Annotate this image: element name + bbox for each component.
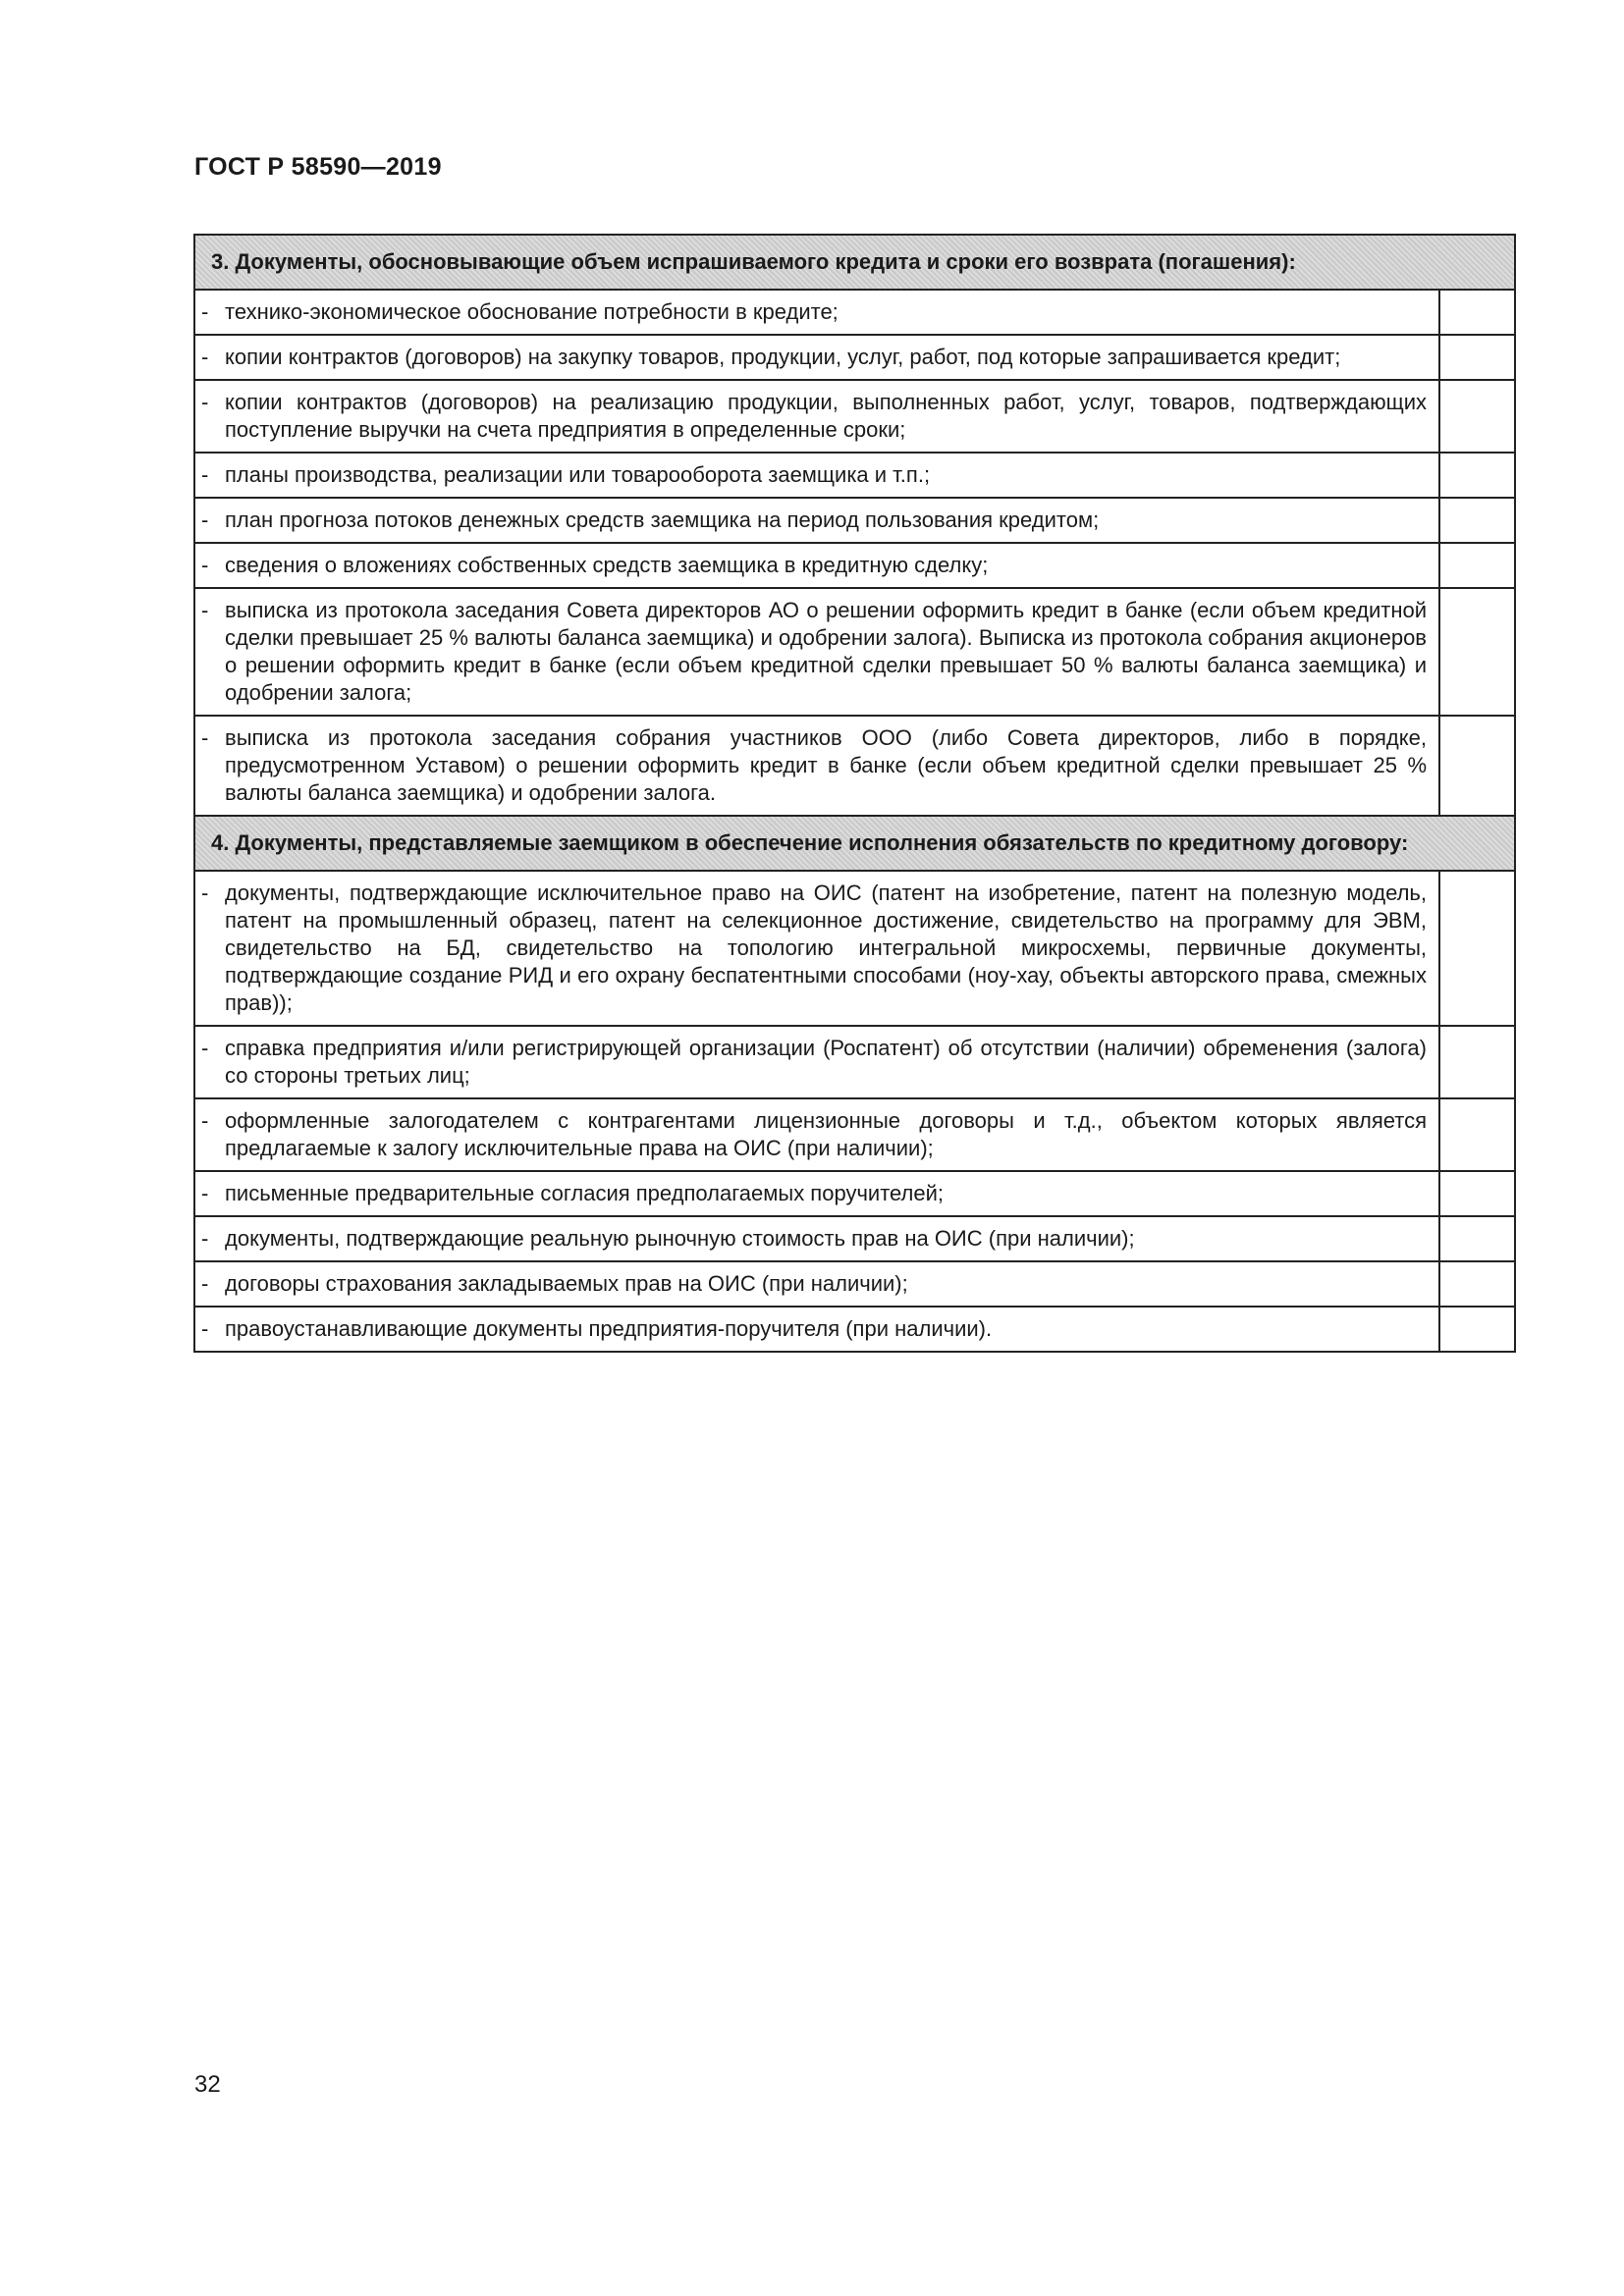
checklist-mark-cell[interactable] (1439, 380, 1515, 453)
checklist-item-text: оформленные залогодателем с контрагентами лицензионные договоры и т.д., объектом которых является предлагаемые к залогу исключительные права на ОИС (при наличии); (225, 1108, 1427, 1160)
checklist-item-text: план прогноза потоков денежных средств заемщика на период пользования кредитом; (225, 507, 1100, 532)
checklist-mark-cell[interactable] (1439, 335, 1515, 380)
checklist-row (194, 1261, 1515, 1307)
checklist-item (194, 716, 1439, 816)
checklist-mark-cell[interactable] (1439, 543, 1515, 588)
checklist-item (194, 380, 1439, 453)
checklist-item-text: договоры страхования закладываемых прав на ОИС (при наличии); (225, 1271, 908, 1296)
checklist-row (194, 380, 1515, 453)
checklist-mark-cell[interactable] (1439, 588, 1515, 716)
checklist-item-text: сведения о вложениях собственных средств заемщика в кредитную сделку; (225, 553, 989, 577)
list-dash-marker: - (201, 1271, 209, 1296)
checklist-row (194, 453, 1515, 498)
checklist-item-text: планы производства, реализации или товарооборота заемщика и т.п.; (225, 462, 931, 487)
list-dash-marker: - (201, 1316, 209, 1341)
section-header-row (194, 816, 1515, 871)
section-title: 4. Документы, представляемые заемщиком в обеспечение исполнения обязательств по кредитному договору: (194, 816, 1515, 871)
checklist-item (194, 1216, 1439, 1261)
checklist-mark-cell[interactable] (1439, 1026, 1515, 1098)
list-dash-marker: - (201, 1181, 209, 1205)
checklist-body (194, 235, 1515, 1352)
checklist-item (194, 290, 1439, 335)
checklist-item-text: правоустанавливающие документы предприятия-поручителя (при наличии). (225, 1316, 993, 1341)
checklist-mark-cell[interactable] (1439, 453, 1515, 498)
document-code: ГОСТ Р 58590—2019 (194, 153, 442, 181)
list-dash-marker: - (201, 598, 209, 622)
checklist-item (194, 588, 1439, 716)
checklist-item (194, 871, 1439, 1026)
checklist-item-text: выписка из протокола заседания собрания участников ООО (либо Совета директоров, либо в порядке, предусмотренном Уставом) о решении оформить кредит в банке (если объем кредитной сделки превышает 25 % валюты баланса заемщика) и одобрении залога. (225, 725, 1427, 805)
checklist-item (194, 498, 1439, 543)
checklist-item-text: справка предприятия и/или регистрирующей организации (Роспатент) об отсутствии (наличии) обременения (залога) со стороны третьих лиц; (225, 1036, 1427, 1088)
list-dash-marker: - (201, 881, 209, 905)
list-dash-marker: - (201, 553, 209, 577)
checklist-item (194, 1171, 1439, 1216)
checklist-row (194, 1171, 1515, 1216)
checklist-row (194, 871, 1515, 1026)
checklist-item (194, 543, 1439, 588)
checklist-mark-cell[interactable] (1439, 1098, 1515, 1171)
checklist-row (194, 1307, 1515, 1352)
checklist-item (194, 1026, 1439, 1098)
checklist-mark-cell[interactable] (1439, 1216, 1515, 1261)
checklist-item-text: документы, подтверждающие реальную рыночную стоимость прав на ОИС (при наличии); (225, 1226, 1135, 1251)
checklist-item-text: письменные предварительные согласия предполагаемых поручителей; (225, 1181, 945, 1205)
document-checklist-table (193, 234, 1516, 1353)
list-dash-marker: - (201, 345, 209, 369)
checklist-item-text: копии контрактов (договоров) на реализацию продукции, выполненных работ, услуг, товаров, подтверждающих поступление выручки на счета предприятия в определенные сроки; (225, 390, 1427, 442)
checklist-mark-cell[interactable] (1439, 1307, 1515, 1352)
checklist-mark-cell[interactable] (1439, 871, 1515, 1026)
checklist-row (194, 290, 1515, 335)
checklist-mark-cell[interactable] (1439, 1261, 1515, 1307)
checklist-row (194, 543, 1515, 588)
list-dash-marker: - (201, 507, 209, 532)
checklist-item-text: выписка из протокола заседания Совета директоров АО о решении оформить кредит в банке (если объем кредитной сделки превышает 25 % валюты баланса заемщика) и одобрении залога). Выписка из протокола собрания акционеров о решении оформить кредит в банке (если объем кредитной сделки превышает 50 % валюты баланса заемщика) и одобрении залога; (225, 598, 1427, 705)
checklist-item (194, 453, 1439, 498)
checklist-mark-cell[interactable] (1439, 716, 1515, 816)
list-dash-marker: - (201, 1108, 209, 1133)
checklist-item (194, 335, 1439, 380)
section-title: 3. Документы, обосновывающие объем испрашиваемого кредита и сроки его возврата (погашения): (194, 235, 1515, 290)
section-header-row (194, 235, 1515, 290)
checklist-row (194, 1026, 1515, 1098)
checklist-row (194, 1098, 1515, 1171)
list-dash-marker: - (201, 1036, 209, 1060)
checklist-row (194, 716, 1515, 816)
page-number: 32 (194, 2071, 221, 2098)
checklist-row (194, 498, 1515, 543)
checklist-item-text: документы, подтверждающие исключительное право на ОИС (патент на изобретение, патент на полезную модель, патент на промышленный образец, патент на селекционное достижение, свидетельство на программу для ЭВМ, свидетельство на БД, свидетельство на топологию интегральной микросхемы, первичные документы, подтверждающие создание РИД и его охрану беспатентными способами (ноу-хау, объекты авторского права, смежных прав)); (225, 881, 1427, 1015)
checklist-row (194, 335, 1515, 380)
list-dash-marker: - (201, 299, 209, 324)
checklist-mark-cell[interactable] (1439, 1171, 1515, 1216)
checklist-item-text: копии контрактов (договоров) на закупку товаров, продукции, услуг, работ, под которые запрашивается кредит; (225, 345, 1341, 369)
checklist-mark-cell[interactable] (1439, 498, 1515, 543)
checklist-item (194, 1098, 1439, 1171)
list-dash-marker: - (201, 462, 209, 487)
list-dash-marker: - (201, 725, 209, 750)
checklist-row (194, 588, 1515, 716)
checklist-mark-cell[interactable] (1439, 290, 1515, 335)
checklist-item (194, 1307, 1439, 1352)
checklist-row (194, 1216, 1515, 1261)
checklist-item (194, 1261, 1439, 1307)
list-dash-marker: - (201, 390, 209, 414)
checklist-item-text: технико-экономическое обоснование потребности в кредите; (225, 299, 839, 324)
list-dash-marker: - (201, 1226, 209, 1251)
